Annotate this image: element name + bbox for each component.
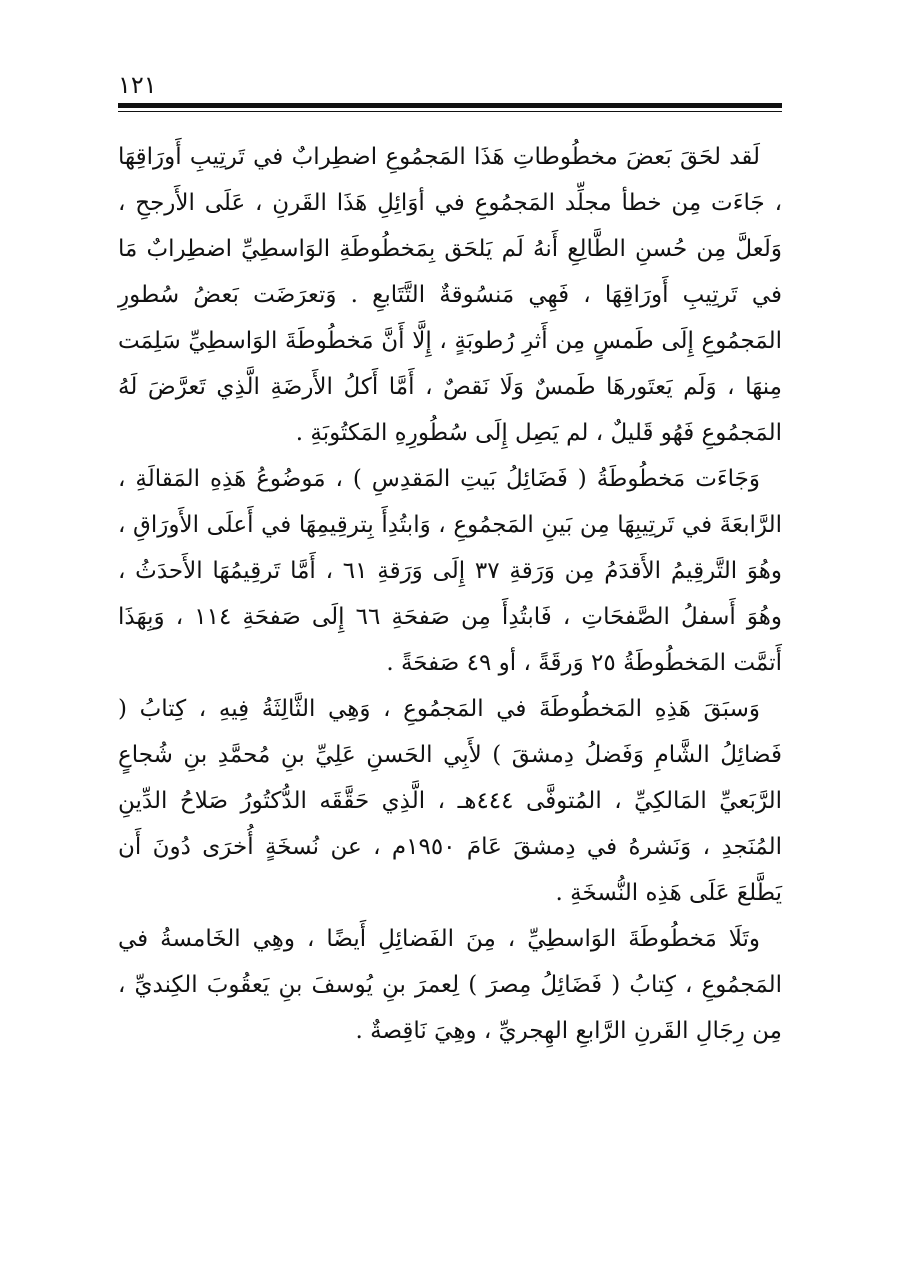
header-rule-thick xyxy=(118,103,782,108)
paragraph-1: لَقد لحَقَ بَعضَ مخطُوطاتِ هَذَا المَجمُوعِ اضطِرابٌ في تَرتِيبِ أَورَاقِهَا ، جَاءَت مِن خطأ مجلِّد المَجمُوعِ في أوَائِلِ هَذَا القَرنِ ، عَلَى الأَرجحِ ، وَلَعلَّ مِن حُسنِ الطَّالِعِ أَنهُ لَم يَلحَق بِمَخطُوطَةِ الوَاسطِيِّ اضطِرابٌ مَا في تَرتِيبِ أَورَاقِهَا ، فَهِي مَنسُوقةٌ التَّتَابعِ . وَتعرَضَت بَعضُ سُطورِ المَجمُوعِ إِلَى طَمسٍ مِن أَثرِ رُطوبَةٍ ، إِلَّا أَنَّ مَخطُوطَةَ الوَاسطِيِّ سَلِمَت مِنهَا ، وَلَم يَعتَورهَا طَمسٌ وَلَا نَقصٌ ، أَمَّا أَكلُ الأَرضَةِ الَّذِي تَعرَّضَ لَهُ المَجمُوعِ فَهُو قَليلٌ ، لم يَصِل إِلَى سُطُورِهِ المَكتُوبَةِ . xyxy=(118,144,782,446)
paragraph-2: وَجَاءَت مَخطُوطَةُ ( فَضَائِلُ بَيتِ المَقدِسِ ) ، مَوضُوعُ هَذِهِ المَقالَةِ ، الرَّابعَةَ في تَرتِيبِهَا مِن بَينِ المَجمُوعِ ، وَابتُدِأَ بِترقِيمِهَا في أَعلَى الأَورَاقِ ، وهُوَ التَّرقِيمُ الأَقدَمُ مِن وَرَقةِ ٣٧ إِلَى وَرَقةِ ٦١ ، أَمَّا تَرقِيمُهَا الأَحدَثُ ، وهُوَ أَسفلُ الصَّفحَاتِ ، فَابتُدِأَ مِن صَفحَةِ ٦٦ إِلَى صَفحَةِ ١١٤ ، وَبِهَذَا أَتمَّت المَخطُوطَةُ ٢٥ وَرقَةً ، أو ٤٩ صَفحَةً . xyxy=(118,466,782,676)
paragraph-4: وتَلَا مَخطُوطَةَ الوَاسطِيِّ ، مِنَ الفَضائِلِ أَيضًا ، وهِي الخَامسةُ في المَجمُوعِ ، كِتابُ ( فَضَائِلُ مِصرَ ) لِعمرَ بنِ يُوسفَ بنِ يَعقُوبَ الكِنديِّ ، مِن رِجَالِ القَرنِ الرَّابعِ الهِجريِّ ، وهِيَ نَاقِصةٌ . xyxy=(118,926,782,1044)
paragraph-3: وَسبَقَ هَذِهِ المَخطُوطَةَ في المَجمُوعِ ، وَهِي الثَّالِثَةُ فِيهِ ، كِتابُ ( فَضائِلُ الشَّامِ وَفَضلُ دِمشقَ ) لأَبِي الحَسنِ عَلِيِّ بنِ مُحمَّدِ بنِ شُجاعٍ الرَّبَعيِّ المَالكِيِّ ، المُتوفَّى ٤٤٤هـ ، الَّذِي حَقَّقَه الدُّكتُورُ صَلاحُ الدِّينِ المُنَجدِ ، وَنَشرهُ في دِمشقَ عَامَ ١٩٥٠م ، عن نُسخَةٍ أُخرَى دُونَ أَن يَطَّلعَ عَلَى هَذِه النُّسخَةِ . xyxy=(118,696,782,906)
header-rule-thin xyxy=(118,111,782,112)
page-number: ١٢١ xyxy=(118,71,157,99)
body-text xyxy=(118,134,782,1054)
